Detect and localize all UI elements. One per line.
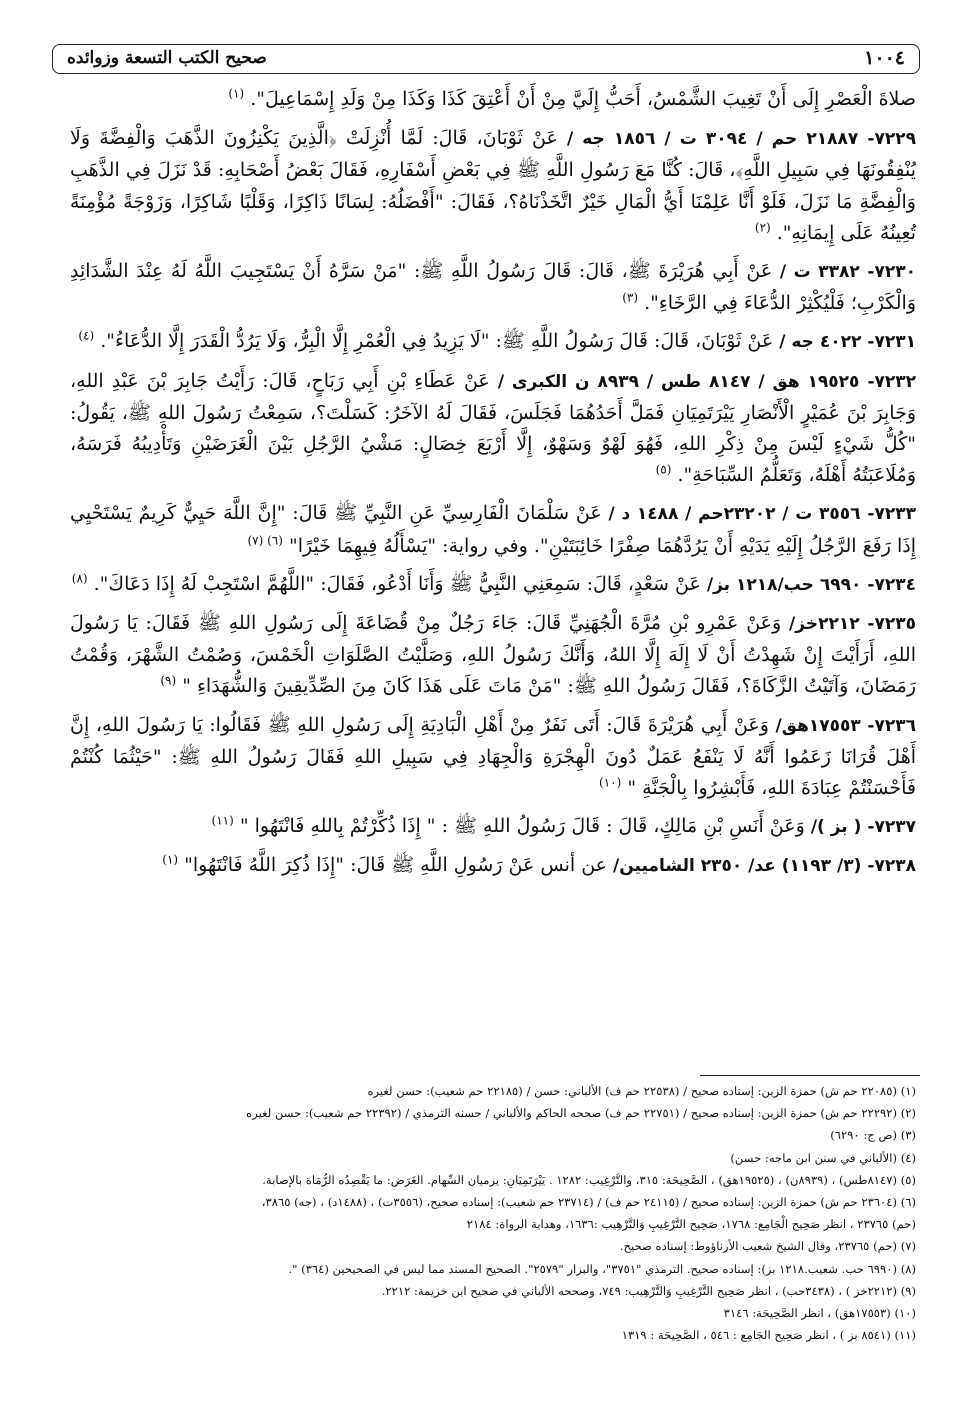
hadith-entry <box>70 256 916 319</box>
footnote-ref: (١٠) <box>599 775 622 790</box>
hadith-text: عَنْ سَعْدٍ، قَالَ: سَمِعَنِي النَّبِيُّ ﷺ وَأَنَا أَدْعُو، فَقَالَ: "اللَّهُمَّ اسْتَجِبْ لَهُ إِذَا دَعَاكَ". <box>93 572 701 595</box>
hadith-sources: ( بز )/ <box>810 817 862 838</box>
footnote: (حم) ٢٣٧٦٥ ، انظر صَحِيح الْجَامِع: ١٧٦٨، صَحِيح التَّرْغِيبِ وَالتَّرْهِيب :١٦٣٦، وهداية الرواة: ٢١٨٤ <box>466 1217 916 1232</box>
hadith-text: وَعَنْ أَنَسِ بْنِ مَالِكٍ، قَالَ : قَالَ رَسُولُ اللهِ ﷺ : " إِذَا ذُكِّرْتُمْ بِاللهِ فَانْتَهُوا " <box>239 815 805 838</box>
footnote-ref: (١) <box>162 853 179 868</box>
hadith-sources: ٦٩٩٠ حب/١٢١٨ بز/ <box>706 574 862 595</box>
page-header <box>52 44 920 74</box>
hadith-number: ٧٢٣٥- <box>867 614 916 635</box>
footnote: (١) (٢٢٠٨٥ حم ش) حمزة الزين: إسناده صحيح / (٢٢٥٣٨ حم ف) الألباني: حسن / (٢٢١٨٥ حم شعيب): حسن لغيره <box>367 1084 916 1098</box>
hadith-number: ٧٢٣١- <box>867 332 916 353</box>
hadith-entry <box>70 811 916 843</box>
hadith-number: ٧٢٣٦- <box>867 715 916 736</box>
footnote-ref: (٦) (٧) <box>247 533 283 548</box>
page-number: ١٠٠٤ <box>864 47 905 69</box>
hadith-text: عَنْ سَلْمَانَ الْفَارِسِيِّ عَنِ النَّبِيِّ ﷺ قَالَ: "إِنَّ اللَّهَ حَيِيٌّ كَرِيمٌ يَسْتَحْيِي إِذَا رَفَعَ الرَّجُلُ إِلَيْهِ يَدَيْهِ أَنْ يَرُدَّهُمَا صِفْرًا خَائِبَتَيْنِ". وفي رواية: "يَسْأَلُهُ فِيهِمَا خَيْرًا" <box>70 502 916 557</box>
hadith-entry <box>70 84 916 116</box>
footnote-ref: (٩) <box>160 674 177 689</box>
footnote-ref: (٣) <box>622 290 639 305</box>
footnote-separator <box>700 1075 920 1076</box>
footnote-ref: (١١) <box>211 813 234 828</box>
hadith-sources: ٢١٨٨٧ حم / ٣٠٩٤ ت / ١٨٥٦ جه / <box>566 129 859 150</box>
footnote-ref: (٨) <box>71 571 88 586</box>
hadith-sources: ٣٥٥٦ ت / ٢٣٢٠٢حم / ١٤٨٨ د / <box>608 504 861 525</box>
footnote: (١١) (٨٥٤١ بز ) ، انظر صَحِيح الجَامِع : ٥٤٦ ، الصَّحِيحَة : ١٣١٩ <box>621 1328 916 1343</box>
hadith-entry <box>70 569 916 601</box>
hadith-number: ٧٢٣٨- <box>867 856 916 877</box>
hadith-sources: ٣٣٨٢ ت / <box>779 262 860 283</box>
footnote-ref: (١) <box>228 86 245 101</box>
hadith-text: صلاةَ الْعَصْرِ إِلَى أَنْ تَغِيبَ الشَّمْسُ، أَحَبُّ إِلَيَّ مِنْ أَنْ أَعْتِقَ كَذَا وَكَذَا مِنْ وَلَدِ إِسْمَاعِيلَ". <box>250 88 916 110</box>
hadith-entry <box>70 710 916 805</box>
footnote: (٩) (٢٢١٢خز ) ، (٣٤٣٨حب) ، انظر صَحِيح التَّرْغِيبِ وَالتَّرْهِيب: ٧٤٩، وصححه الألباني في صحيح ابن خزيمة: ٢٢١٢. <box>381 1283 916 1298</box>
footnote: (٦) (٢٣٦٠٤ حم ش) حمزة الزين: إسناده صحيح / (٢٤١١٥ حم ف) / (٢٣٧١٤ حم شعيب): إسناده صحيح، (٣٥٥٦ت) ، (١٤٨٨د) ، (جه) ٣٨٦٥، <box>261 1195 916 1210</box>
hadith-number: ٧٢٣٣- <box>867 504 916 525</box>
hadith-entry <box>70 608 916 703</box>
hadith-number: ٧٢٢٩- <box>867 129 916 150</box>
footnote: (٨) (٦٩٩٠ حب. شعيب.١٢١٨ بز): إسناده صحيح. الترمذي "٣٧٥١"، والبزار "٢٥٧٩". الصحيح المسند مما ليس في الصحيحين (٣٦٤) ". <box>288 1261 916 1276</box>
footnote-ref: (٤) <box>78 329 95 344</box>
hadith-body <box>70 84 916 890</box>
footnote: (١٠) (١٧٥٥٣هق) ، انظر الصَّحِيحَة: ٣١٤٦ <box>723 1306 916 1321</box>
footnote-ref: (٢) <box>754 220 771 235</box>
hadith-sources: ١٧٥٥٣هق/ <box>775 715 861 736</box>
footnote: (٣) (ص ج: ٦٢٩٠) <box>830 1128 916 1143</box>
hadith-sources: (٣/ ١١٩٣) عد/ ٢٣٥٠ الشامیین/ <box>613 856 862 877</box>
footnote: (٧) (حم) ٢٣٧٦٥، وقال الشيخ شعيب الأرناؤوط: إسناده صحيح. <box>619 1239 916 1254</box>
hadith-entry <box>70 366 916 492</box>
hadith-text: عن أنس عَنْ رَسُولِ اللَّهِ ﷺ قَالَ: "إِذَا ذُكِرَ اللَّهُ فَانْتَهُوا" <box>184 854 607 877</box>
hadith-sources: ١٩٥٢٥ هق / ٨١٤٧ طس / ٨٩٣٩ ن الكبرى / <box>497 371 860 392</box>
footnote: (٢) (٢٢٢٩٢ حم ش) حمزة الزين: إسناده صحيح / (٢٢٧٥١ حم ف) صححه الحاكم والألباني / حسنه الترمذي / (٢٢٣٩٢ حم شعيب): حسن لغيره <box>246 1106 916 1121</box>
book-title: صحيح الكتب التسعة وزوائده <box>67 48 267 68</box>
footnotes <box>60 1080 916 1346</box>
hadith-entry <box>70 850 916 882</box>
hadith-text: وَعَنْ عَمْرِو بْنِ مُرَّةَ الْجُهَنِيِّ قَالَ: جَاءَ رَجُلٌ مِنْ قُضَاعَةَ إِلَى رَسُولِ اللهِ ﷺ فَقَالَ: يَا رَسُولَ اللهِ، أَرَأَيْتَ إِنْ شَهِدْتُ أَنْ لَا إِلَهَ إِلَّا اللهُ، وَأَنَّكَ رَسُولُ اللهِ، وَصَلَّيْتُ الصَّلَوَاتِ الْخَمْسَ، وَصُمْتُ الشَّهْرَ، وَقُمْتُ رَمَضَانَ، وَآتَيْتُ الزَّكَاةَ؟، فَقَالَ رَسُولُ اللهِ ﷺ: "مَنْ مَاتَ عَلَى هَذَا كَانَ مِنَ الصِّدِّيقِينَ وَالشُّهَدَاءِ " <box>70 612 916 698</box>
hadith-text: عَنْ ثَوْبَانَ، قَالَ: لَمَّا أُنْزِلَتْ ﴿الَّذِينَ يَكْنِزُونَ الذَّهَبَ وَالْفِضَّةَ وَلَا يُنْفِقُونَهَا فِي سَبِيلِ اللَّهِ﴾، قَالَ: كُنَّا مَعَ رَسُولِ اللَّهِ ﷺ فِي بَعْضِ أَسْفَارِهِ، فَقَالَ بَعْضُ أَصْحَابِهِ: قَدْ نَزَلَ فِي الذَّهَبِ وَالْفِضَّةِ مَا نَزَلَ، فَلَوْ أَنَّا عَلِمْنَا أَيُّ الْمَالِ خَيْرٌ اتَّخَذْنَاهُ؟، فَقَالَ: "أَفْضَلُهُ: لِسَانًا ذَاكِرًا، وَقَلْبًا شَاكِرًا، وَزَوْجَةً مُؤْمِنَةً تُعِينُهُ عَلَى إِيمَانِهِ". <box>70 127 916 244</box>
hadith-sources: ٢٢١٢خز/ <box>789 614 860 635</box>
hadith-entry <box>70 498 916 561</box>
hadith-text: عَنْ ثَوْبَانَ، قَالَ: قَالَ رَسُولُ اللَّهِ ﷺ: "لَا يَزِيدُ فِي الْعُمْرِ إِلَّا الْبِرُّ، وَلَا يَرُدُّ الْقَدَرَ إِلَّا الدُّعَاءُ". <box>100 330 774 353</box>
hadith-entry <box>70 123 916 249</box>
hadith-entry <box>70 326 916 358</box>
footnote-ref: (٥) <box>655 462 672 477</box>
hadith-number: ٧٢٣٢- <box>867 371 917 392</box>
hadith-number: ٧٢٣٠- <box>867 262 916 283</box>
hadith-text: عَنْ عَطَاءِ بْنِ أَبِي رَبَاحٍ، قَالَ: رَأَيْتُ جَابِرَ بْنَ عَبْدِ اللهِ، وَجَابِرَ بْنَ عُمَيْرٍ الْأَنْصَارِ يَيْرَتَمِيَانِ فَمَلَّ أَحَدُهُمَا فَجَلَسَ، فَقَالَ لَهُ الآخَرُ: كَسَلْتَ؟، سَمِعْتُ رَسُولَ اللهِ ﷺ، يَقُولُ: "كُلُّ شَيْءٍ لَيْسَ مِنْ ذِكْرِ اللهِ، فَهُوَ لَهْوٌ وَسَهْوٌ، إِلَّا أَرْبَعَ خِصَالٍ: مَشْيُ الرَّجُلِ بَيْنَ الْغَرَضَيْنِ وَتَأْدِيبُهُ فَرَسَهُ، وَمُلَاعَبَتُهُ أَهْلَهُ، وَتَعَلُّمُ السِّبَاحَةِ". <box>70 369 916 487</box>
hadith-text: عَنْ أَبِي هُرَيْرَةَ ﷺ، قَالَ: قَالَ رَسُولُ اللَّهِ ﷺ: "مَنْ سَرَّهُ أَنْ يَسْتَجِيبَ اللَّهُ لَهُ عِنْدَ الشَّدَائِدِ وَالْكَرْبِ؛ فَلْيُكْثِرْ الدُّعَاءَ فِي الرَّخَاءِ". <box>70 260 916 315</box>
footnote: (٥) (٨١٤٧طس) ، (٨٩٣٩ن) ، (١٩٥٢٥هق) ، الصَّحِيحَة: ٣١٥، والتَّرْغِيب: ١٢٨٢ . يَيْرَتَمِيَانِ: يرميان السِّهام. الغَرَض: ما يَقْصِدُه الرُّمَاة بالإصابة. <box>262 1172 916 1187</box>
hadith-number: ٧٢٣٧- <box>867 817 916 838</box>
hadith-number: ٧٢٣٤- <box>867 574 916 595</box>
hadith-sources: ٤٠٢٢ جه / <box>779 332 862 353</box>
footnote: (٤) (الألباني في سنن ابن ماجه: حسن) <box>730 1150 916 1165</box>
hadith-text: وَعَنْ أَبِي هُرَيْرَةَ قَالَ: أَتَى نَفَرٌ مِنْ أَهْلِ الْبَادِيَةِ إِلَى رَسُولِ اللهِ ﷺ فَقَالُوا: يَا رَسُولَ اللهِ، إِنَّ أَهْلَ قُرَانَا زَعَمُوا أَنَّهُ لَا يَنْفَعُ عَمَلٌ دُونَ الْهِجْرَةِ وَالْجِهَادِ فِي سَبِيلِ اللهِ فَقَالَ رَسُولُ اللهِ ﷺ: "حَيْثُمَا كُنْتُمْ فَأَحْسَنْتُمْ عِبَادَةَ اللهِ، فَأَبْشِرُوا بِالْجَنَّةِ " <box>70 713 916 800</box>
